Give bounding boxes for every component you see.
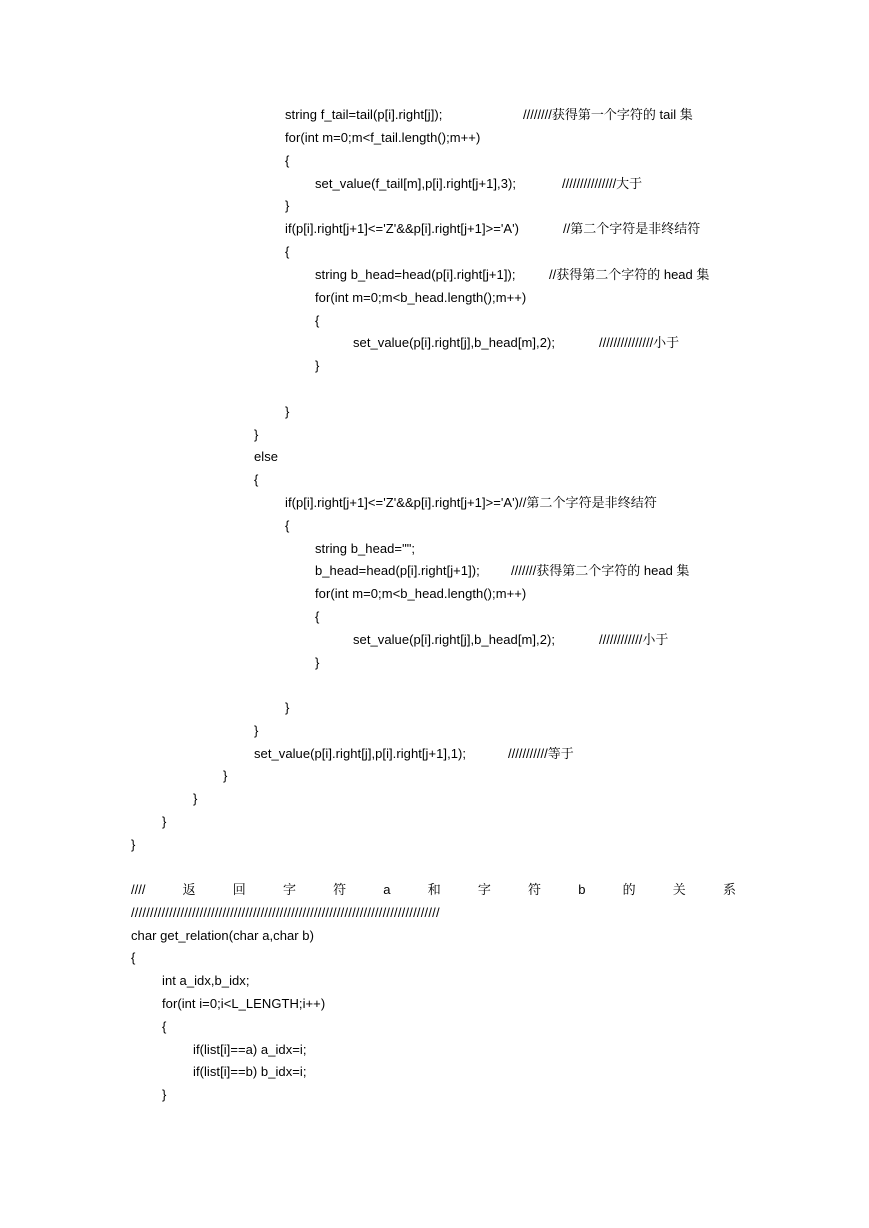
heading-word: a bbox=[383, 882, 391, 897]
code-line: for(int m=0;m<f_tail.length();m++) bbox=[285, 130, 481, 145]
code-line: } bbox=[193, 791, 198, 806]
code-line: for(int i=0;i<L_LENGTH;i++) bbox=[162, 996, 326, 1011]
code-line: { bbox=[285, 518, 290, 533]
code-line: if(p[i].right[j+1]<='Z'&&p[i].right[j+1]>='A')//第二个字符是非终结符 bbox=[285, 495, 657, 510]
code-line: } bbox=[315, 358, 320, 373]
code-line: } bbox=[254, 427, 259, 442]
code-line: if(list[i]==a) a_idx=i; bbox=[193, 1042, 307, 1057]
code-line: { bbox=[254, 472, 259, 487]
code-line: string b_head=""; bbox=[315, 541, 416, 556]
code-comment: ///////////等于 bbox=[508, 746, 574, 761]
code-line: } bbox=[285, 700, 290, 715]
code-line: string f_tail=tail(p[i].right[j]); bbox=[285, 107, 443, 122]
code-line: else bbox=[254, 449, 279, 464]
heading-word: 字 bbox=[282, 882, 296, 897]
code-line: for(int m=0;m<b_head.length();m++) bbox=[315, 290, 527, 305]
code-line: { bbox=[162, 1019, 167, 1034]
heading-word: 系 bbox=[722, 882, 736, 897]
code-line: { bbox=[285, 244, 290, 259]
code-comment: ////////获得第一个字符的 tail 集 bbox=[523, 107, 693, 122]
heading-word: b bbox=[578, 882, 586, 897]
code-line: } bbox=[131, 837, 136, 852]
code-line: if(list[i]==b) b_idx=i; bbox=[193, 1064, 307, 1079]
heading-word: 关 bbox=[672, 882, 686, 897]
code-line: b_head=head(p[i].right[j+1]); bbox=[315, 563, 480, 578]
code-line: { bbox=[131, 950, 136, 965]
code-line: set_value(f_tail[m],p[i].right[j+1],3); bbox=[315, 176, 517, 191]
slash-divider: ///////////////////////////////////////////////////////////////////////////////// bbox=[131, 905, 440, 920]
heading-word: 回 bbox=[232, 882, 246, 897]
heading-word: 符 bbox=[528, 882, 542, 897]
code-line: } bbox=[223, 768, 228, 783]
code-line: } bbox=[162, 814, 167, 829]
code-comment: //获得第二个字符的 head 集 bbox=[549, 267, 710, 282]
code-line: } bbox=[162, 1087, 167, 1102]
code-line: set_value(p[i].right[j],p[i].right[j+1],1); bbox=[254, 746, 467, 761]
code-line: } bbox=[285, 404, 290, 419]
code-line: } bbox=[254, 723, 259, 738]
heading-word: 字 bbox=[477, 882, 491, 897]
code-line: string b_head=head(p[i].right[j+1]); bbox=[315, 267, 516, 282]
code-comment: ///////////////大于 bbox=[562, 176, 643, 191]
code-line: { bbox=[315, 313, 320, 328]
code-line: int a_idx,b_idx; bbox=[162, 973, 250, 988]
code-comment: //第二个字符是非终结符 bbox=[563, 221, 701, 236]
code-line: if(p[i].right[j+1]<='Z'&&p[i].right[j+1]>='A') bbox=[285, 221, 520, 236]
heading-word: 和 bbox=[427, 882, 441, 897]
code-comment: ////////////小于 bbox=[599, 632, 669, 647]
code-line: { bbox=[285, 153, 290, 168]
code-line: } bbox=[285, 198, 290, 213]
code-line: { bbox=[315, 609, 320, 624]
code-line: set_value(p[i].right[j],b_head[m],2); bbox=[353, 335, 556, 350]
code-comment: ///////获得第二个字符的 head 集 bbox=[511, 563, 690, 578]
code-comment: ///////////////小于 bbox=[599, 335, 680, 350]
heading-word: 的 bbox=[622, 882, 636, 897]
code-line: for(int m=0;m<b_head.length();m++) bbox=[315, 586, 527, 601]
function-signature: char get_relation(char a,char b) bbox=[131, 928, 314, 943]
code-line: set_value(p[i].right[j],b_head[m],2); bbox=[353, 632, 556, 647]
heading-word: 返 bbox=[182, 882, 196, 897]
heading-word: 符 bbox=[333, 882, 347, 897]
heading-word: //// bbox=[131, 882, 146, 897]
section-heading-comment bbox=[131, 881, 736, 899]
code-line: } bbox=[315, 655, 320, 670]
